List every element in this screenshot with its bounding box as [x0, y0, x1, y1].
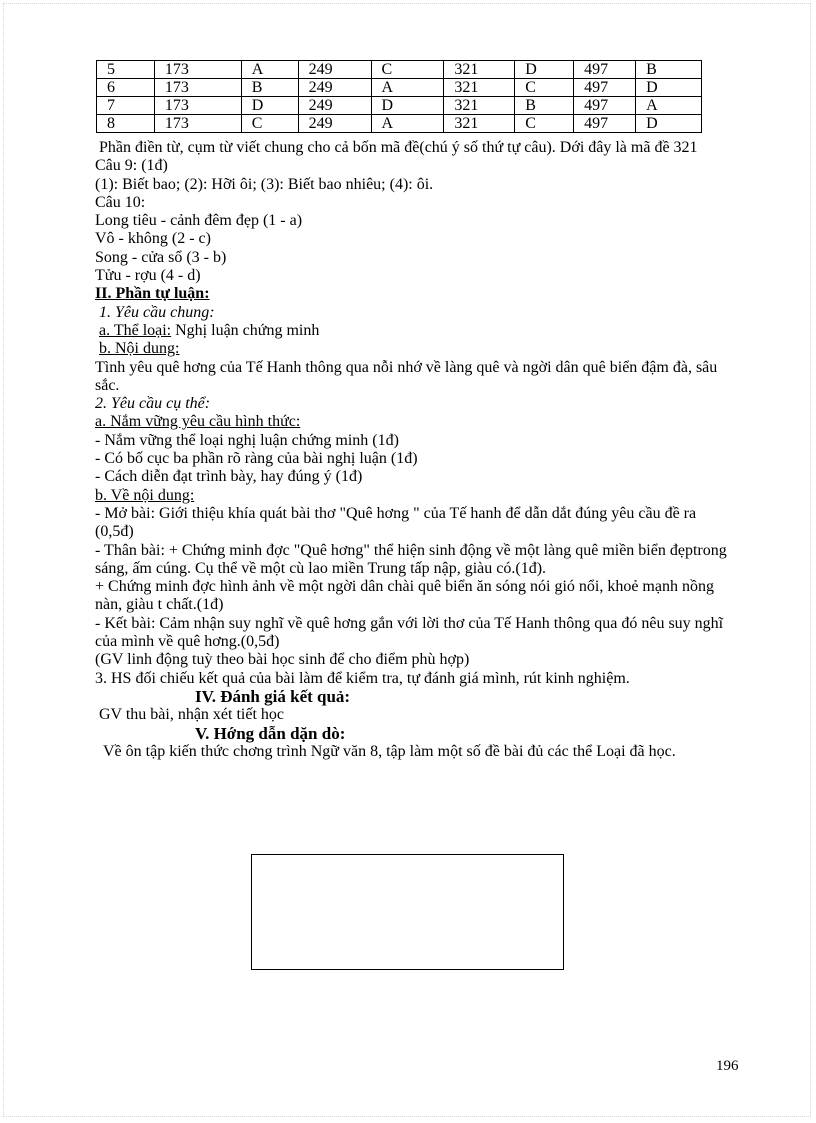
- table-cell: 6: [97, 79, 155, 97]
- table-cell: 497: [574, 79, 636, 97]
- table-cell: C: [515, 79, 574, 97]
- table-cell: 321: [444, 97, 515, 115]
- table-cell: 5: [97, 61, 155, 79]
- table-cell: C: [515, 115, 574, 133]
- table-cell: 249: [298, 115, 371, 133]
- section4-title: IV. Đánh giá kết quả:: [195, 686, 351, 706]
- substance-label: b. Về nội dung:: [95, 486, 195, 504]
- cau10-item: Song - cửa sổ (3 - b): [95, 248, 227, 266]
- table-cell: D: [241, 97, 298, 115]
- table-cell: 321: [444, 61, 515, 79]
- cau10-title: Câu 10:: [95, 193, 146, 211]
- table-cell: D: [371, 97, 444, 115]
- form-label: a. Nắm vững yêu cầu hình thức:: [95, 413, 301, 431]
- table-cell: 321: [444, 79, 515, 97]
- table-cell: 173: [154, 115, 241, 133]
- content-label: b. Nội dung:: [99, 340, 180, 358]
- cau10-item: Vô - không (2 - c): [95, 230, 211, 248]
- content-value: Tình yêu quê hơng của Tế Hanh thông qua nỗi nhớ về làng quê và ngời dân quê biển đậm đà, sâu sắc.: [95, 358, 718, 394]
- document-body: [95, 139, 735, 761]
- req-specific-title: 2. Yêu cầu cụ thể:: [95, 395, 211, 413]
- table-cell: 173: [154, 97, 241, 115]
- page-number: 196: [716, 1058, 739, 1074]
- table-cell: 173: [154, 61, 241, 79]
- table-cell: D: [515, 61, 574, 79]
- table-cell: A: [241, 61, 298, 79]
- table-cell: 173: [154, 79, 241, 97]
- table-cell: 497: [574, 97, 636, 115]
- table-cell: 321: [444, 115, 515, 133]
- table-cell: D: [636, 79, 702, 97]
- form-item: - Cách diễn đạt trình bày, hay đúng ý (1đ): [95, 468, 363, 486]
- table-cell: 249: [298, 79, 371, 97]
- genre-line: [95, 322, 735, 340]
- cau10-item: Long tiêu - cảnh đêm đẹp (1 - a): [95, 212, 303, 230]
- intro-paragraph: Phần điền từ, cụm từ viết chung cho cả bốn mã đề(chú ý số thứ tự câu). Dới đây là mã đề 321: [99, 139, 698, 156]
- table-cell: 249: [298, 61, 371, 79]
- req-general-title: 1. Yêu cầu chung:: [99, 303, 215, 321]
- genre-value: Nghị luận chứng minh: [171, 321, 320, 339]
- table-cell: A: [371, 79, 444, 97]
- table-cell: 8: [97, 115, 155, 133]
- form-item: - Có bố cục ba phần rõ ràng của bài nghị luận (1đ): [95, 450, 418, 468]
- part2-title: II. Phần tự luận:: [95, 285, 210, 303]
- genre-label: a. Thể loại:: [99, 321, 172, 339]
- table-cell: C: [241, 115, 298, 133]
- table-cell: 497: [574, 61, 636, 79]
- point-3: 3. HS đối chiếu kết quả của bài làm để kiểm tra, tự đánh giá mình, rút kinh nghiệm.: [95, 669, 630, 687]
- table-row: [97, 115, 702, 133]
- table-cell: C: [371, 61, 444, 79]
- table-cell: A: [636, 97, 702, 115]
- mo-bai: - Mở bài: Giới thiệu khía quát bài thơ "Quê hơng " của Tế hanh để dẫn dắt đúng yêu cầu đề ra (0,5đ): [95, 504, 697, 541]
- table-cell: 497: [574, 115, 636, 133]
- than-bai: - Thân bài: + Chứng minh đợc "Quê hơng" thể hiện sinh động về một làng quê miền biển đẹptrong sáng, ấm cúng. Cụ thể về một cù lao miền Trung tấp nập, giàu có.(1đ).: [95, 541, 727, 577]
- section4-body: GV thu bài, nhận xét tiết học: [99, 706, 284, 724]
- table-cell: B: [241, 79, 298, 97]
- section5-body: Về ôn tập kiến thức chơng trình Ngữ văn 8, tập làm một số đề bài đủ các thể Loại đã học.: [103, 742, 676, 760]
- table-row: [97, 61, 702, 79]
- cau9-answer: (1): Biết bao; (2): Hỡi ôi; (3): Biết bao nhiêu; (4): ôi.: [95, 175, 434, 193]
- cau9-title: Câu 9: (1đ): [95, 157, 168, 175]
- ket-bai: - Kết bài: Cảm nhận suy nghĩ về quê hơng gắn với lời thơ của Tế Hanh thông qua đó nêu suy nghĩ của mình về quê hơng.(0,5đ): [95, 614, 724, 651]
- table-row: [97, 79, 702, 97]
- table-cell: 7: [97, 97, 155, 115]
- than-bai-2: + Chứng minh đợc hình ảnh về một ngời dân chài quê biển ăn sóng nói gió nổi, khoẻ mạnh nồng nàn, giàu t chất.(1đ): [95, 578, 714, 614]
- table-cell: 249: [298, 97, 371, 115]
- table-cell: B: [636, 61, 702, 79]
- cau10-item: Tửu - rợu (4 - d): [95, 267, 201, 285]
- table-row: [97, 97, 702, 115]
- section5-title: V. Hớng dẫn dặn dò:: [195, 723, 346, 743]
- answer-table: [96, 60, 702, 133]
- table-cell: D: [636, 115, 702, 133]
- empty-frame-box: [251, 854, 564, 970]
- table-cell: B: [515, 97, 574, 115]
- form-item: - Nắm vững thể loại nghị luận chứng minh (1đ): [95, 431, 399, 449]
- gv-note: (GV linh động tuỳ theo bài học sinh để cho điểm phù hợp): [95, 651, 470, 669]
- table-cell: A: [371, 115, 444, 133]
